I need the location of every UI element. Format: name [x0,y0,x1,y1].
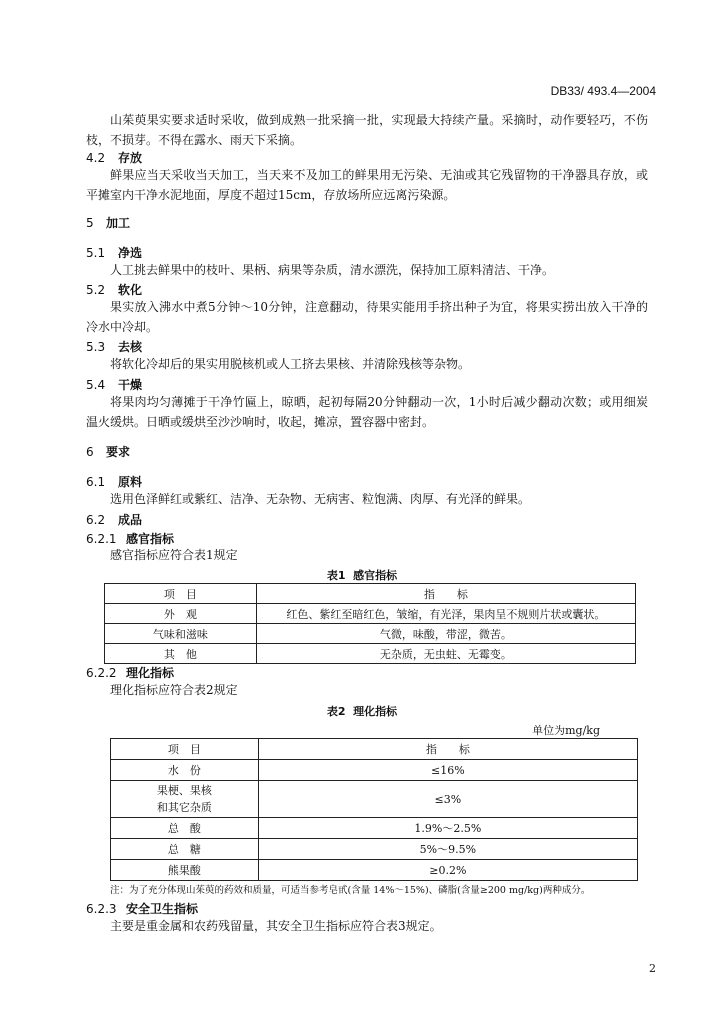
section-number: 5.2 [86,283,106,297]
section-heading-5-2 [86,281,142,298]
table2-caption [0,703,724,719]
section-title: 净选 [118,246,143,260]
page-number: 2 [649,962,656,975]
table-cell: ≥0.2% [258,860,637,881]
section-heading-4-2 [86,149,142,166]
table-cell: 无杂质，无虫蛀、无霉变。 [256,644,635,664]
physchem-intro: 理化指标应符合表2规定 [110,683,238,697]
table-cell: 外 观 [105,604,257,624]
table-row [111,860,638,881]
table-cell: 气味和滋味 [105,624,257,644]
table-cell: 5%～9.5% [258,839,637,860]
table-cell: 红色、紫红至暗红色，皱缩，有光泽，果肉呈不规则片状或囊状。 [256,604,635,624]
table-row [105,624,636,644]
section-number: 5.1 [86,246,106,260]
section-heading-6-2-3 [86,900,198,917]
section-title: 干燥 [118,378,143,392]
table-cell: 果梗、果核 和其它杂质 [111,781,259,818]
sensory-table [104,583,636,664]
section-number: 6 [86,445,94,459]
table1-caption [0,567,724,583]
safety-intro: 主要是重金属和农药残留量，其安全卫生指标应符合表3规定。 [110,919,442,933]
section-number: 6.1 [86,475,106,489]
section-heading-5-1 [86,244,142,261]
paragraph-cleaning: 人工挑去鲜果中的枝叶、果柄、病果等杂质，清水漂洗，保持加工原料清洁、干净。 [110,263,555,277]
table-title: 理化指标 [353,705,398,718]
section-title: 要求 [106,445,131,459]
section-number: 5.4 [86,378,106,392]
section-heading-5-3 [86,338,142,355]
paragraph-raw-material: 选用色泽鲜红或紫红、洁净、无杂物、无病害、粒饱满、肉厚、有光泽的鲜果。 [110,492,531,506]
table-number: 表1 [326,569,346,582]
standard-number: DB33/ 493.4—2004 [550,84,656,98]
table-cell: 其 他 [105,644,257,664]
section-title: 存放 [118,151,143,165]
table-row [111,818,638,839]
physchem-table [110,738,638,881]
table2-unit: 单位为mg/kg [532,724,600,737]
section-title: 理化指标 [126,666,175,680]
table-header-row [105,584,636,604]
table-header-cell: 项 目 [105,584,257,604]
section-heading-6-2-2 [86,664,174,681]
section-title: 安全卫生指标 [126,902,199,916]
table-header-row [111,739,638,760]
section-number: 6.2 [86,513,106,527]
section-number: 5 [86,216,94,230]
section-heading-6 [86,443,130,460]
table-cell: 1.9%～2.5% [258,818,637,839]
section-title: 软化 [118,283,143,297]
table-row [111,781,638,818]
table-cell: ≤16% [258,760,637,781]
section-number: 6.2.3 [86,902,117,916]
section-title: 成品 [118,513,143,527]
paragraph-harvest: 山茱萸果实要求适时采收，做到成熟一批采摘一批，实现最大持续产量。采摘时，动作要轻巧，不伤枝，不损芽。不得在露水、雨天下采摘。 [86,113,648,147]
table-title: 感官指标 [353,569,398,582]
table-cell: 熊果酸 [111,860,259,881]
section-number: 6.2.2 [86,666,117,680]
table2-note: 注：为了充分体现山茱萸的药效和质量，可适当参考皂甙(含量 14%～15%)、磷脂(含量≥200 mg/kg)两种成分。 [110,885,591,896]
table-number: 表2 [326,705,346,718]
table-header-cell: 指 标 [256,584,635,604]
table-cell: 气微，味酸，带涩，微苦。 [256,624,635,644]
paragraph-pitting: 将软化冷却后的果实用脱核机或人工挤去果核、并清除残核等杂物。 [110,357,471,371]
section-heading-6-2 [86,511,142,528]
table-row [111,839,638,860]
table-row [105,604,636,624]
section-number: 4.2 [86,151,106,165]
table-row [111,760,638,781]
table-cell: 总 糖 [111,839,259,860]
section-heading-5 [86,214,130,231]
table-header-cell: 项 目 [111,739,259,760]
table-cell: 总 酸 [111,818,259,839]
paragraph-storage: 鲜果应当天采收当天加工，当天来不及加工的鲜果用无污染、无油或其它残留物的干净器具存放，或平摊室内干净水泥地面，厚度不超过15cm，存放场所应远离污染源。 [86,168,648,202]
table-cell: 水 份 [111,760,259,781]
paragraph-drying: 将果肉均匀薄摊于干净竹匾上，晾晒，起初每隔20分钟翻动一次，1小时后减少翻动次数；或用细炭温火缓烘。日晒或缓烘至沙沙响时，收起，摊凉，置容器中密封。 [86,395,648,429]
table-header-cell: 指 标 [258,739,637,760]
section-title: 原料 [118,475,143,489]
section-number: 5.3 [86,340,106,354]
table-cell: ≤3% [258,781,637,818]
section-heading-5-4 [86,376,142,393]
paragraph-softening: 果实放入沸水中煮5分钟～10分钟，注意翻动，待果实能用手挤出种子为宜，将果实捞出放入干净的冷水中冷却。 [86,300,648,334]
section-title: 加工 [106,216,131,230]
table-row [105,644,636,664]
section-title: 感官指标 [126,532,175,546]
section-number: 6.2.1 [86,532,117,546]
section-title: 去核 [118,340,143,354]
section-heading-6-1 [86,473,142,490]
sensory-intro: 感官指标应符合表1规定 [110,548,238,562]
